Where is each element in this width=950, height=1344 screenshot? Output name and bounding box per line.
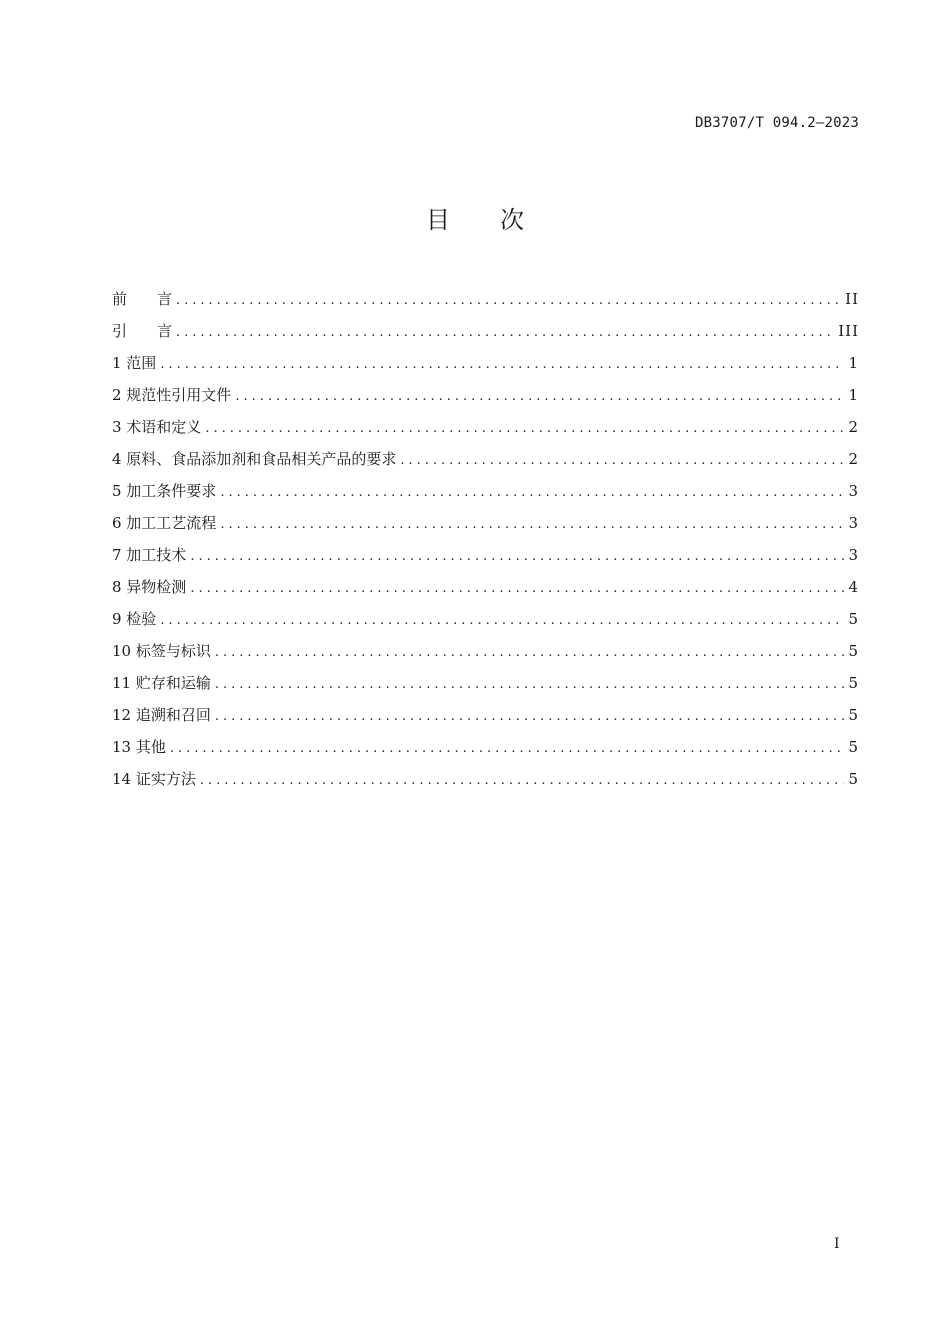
toc-leader-dots <box>400 447 844 475</box>
toc-entry-foreword[interactable] <box>112 285 859 317</box>
toc-entry-label: 前 言 <box>112 290 173 308</box>
toc-entry-label: 3 术语和定义 <box>112 418 202 436</box>
toc-entry-page: III <box>838 322 859 340</box>
toc-leader-dots <box>190 575 844 603</box>
toc-entry-label: 10 标签与标识 <box>112 642 211 660</box>
toc-leader-dots <box>220 511 844 539</box>
toc-entry-9[interactable] <box>112 605 859 637</box>
toc-leader-dots <box>205 415 844 443</box>
toc-entry-introduction[interactable] <box>112 317 859 349</box>
toc-entry-page: 5 <box>848 770 859 788</box>
toc-entry-label: 8 异物检测 <box>112 578 187 596</box>
toc-entry-page: 3 <box>848 482 859 500</box>
toc-leader-dots <box>176 287 841 315</box>
toc-leader-dots <box>235 383 844 411</box>
toc-entry-6[interactable] <box>112 509 859 541</box>
toc-entry-8[interactable] <box>112 573 859 605</box>
toc-leader-dots <box>200 767 845 795</box>
toc-entry-label: 13 其他 <box>112 738 166 756</box>
toc-leader-dots <box>160 351 844 379</box>
toc-entry-page: 1 <box>848 354 859 372</box>
document-id: DB3707/T 094.2—2023 <box>695 115 859 131</box>
toc-entry-label: 11 贮存和运输 <box>112 674 211 692</box>
toc-entry-page: 2 <box>848 418 859 436</box>
toc-entry-label: 14 证实方法 <box>112 770 196 788</box>
toc-leader-dots <box>215 671 845 699</box>
toc-leader-dots <box>215 703 845 731</box>
toc-entry-page: II <box>845 290 859 308</box>
toc-entry-label: 5 加工条件要求 <box>112 482 217 500</box>
toc-entry-page: 5 <box>848 706 859 724</box>
page-title: 目次 <box>426 206 574 234</box>
toc-leader-dots <box>176 319 834 347</box>
toc-entry-11[interactable] <box>112 669 859 701</box>
toc-leader-dots <box>220 479 844 507</box>
toc-entry-10[interactable] <box>112 637 859 669</box>
toc-entry-label: 4 原料、食品添加剂和食品相关产品的要求 <box>112 450 397 468</box>
toc-entry-label: 2 规范性引用文件 <box>112 386 232 404</box>
toc-entry-4[interactable] <box>112 445 859 477</box>
toc-entry-12[interactable] <box>112 701 859 733</box>
toc-entry-7[interactable] <box>112 541 859 573</box>
toc-entry-page: 4 <box>848 578 859 596</box>
toc-entry-2[interactable] <box>112 381 859 413</box>
toc-entry-label: 6 加工工艺流程 <box>112 514 217 532</box>
toc-entry-14[interactable] <box>112 765 859 797</box>
toc-entry-page: 3 <box>848 546 859 564</box>
toc-entry-label: 7 加工技术 <box>112 546 187 564</box>
toc-entry-label: 引 言 <box>112 322 173 340</box>
table-of-contents <box>112 285 859 797</box>
toc-entry-label: 12 追溯和召回 <box>112 706 211 724</box>
toc-entry-page: 5 <box>848 674 859 692</box>
toc-leader-dots <box>190 543 844 571</box>
toc-entry-page: 2 <box>848 450 859 468</box>
toc-entry-13[interactable] <box>112 733 859 765</box>
toc-leader-dots <box>215 639 845 667</box>
page-number: I <box>834 1236 840 1252</box>
toc-entry-page: 5 <box>848 610 859 628</box>
toc-entry-page: 5 <box>848 642 859 660</box>
toc-entry-page: 3 <box>848 514 859 532</box>
toc-leader-dots <box>160 607 844 635</box>
toc-entry-page: 5 <box>848 738 859 756</box>
toc-entry-3[interactable] <box>112 413 859 445</box>
toc-entry-page: 1 <box>848 386 859 404</box>
toc-entry-5[interactable] <box>112 477 859 509</box>
toc-entry-1[interactable] <box>112 349 859 381</box>
toc-entry-label: 1 范围 <box>112 354 157 372</box>
toc-leader-dots <box>170 735 845 763</box>
toc-entry-label: 9 检验 <box>112 610 157 628</box>
